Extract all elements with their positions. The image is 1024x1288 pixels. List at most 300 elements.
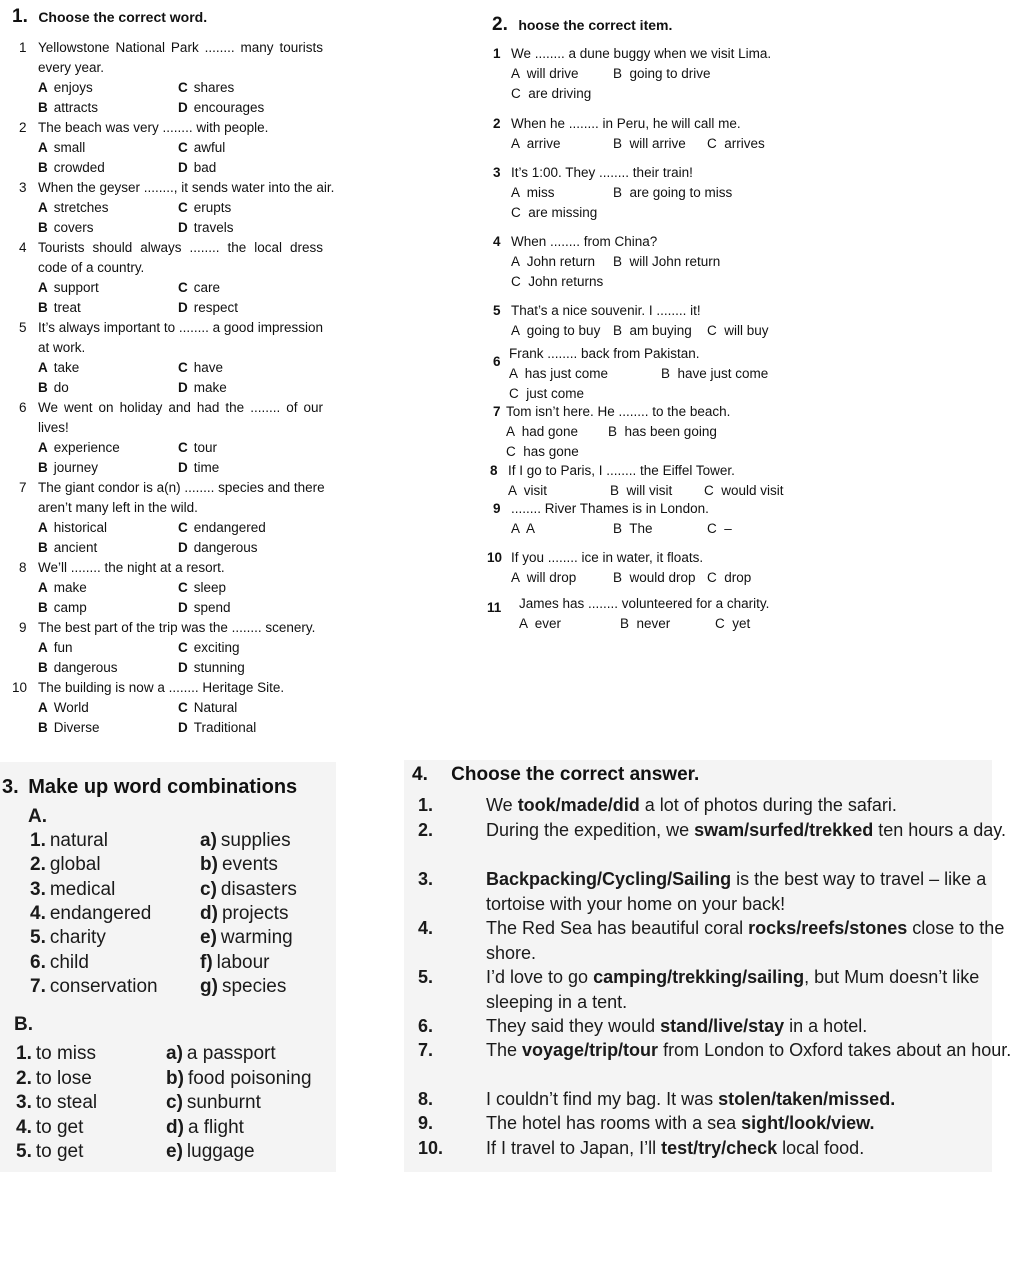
item-word: charity [49,927,106,949]
answer-option: C yet [715,616,751,631]
option-letter: A [38,440,48,455]
option-letter: D [178,380,188,395]
option-text: crowded [53,160,105,175]
answer-option [178,100,264,115]
item-word: projects [221,902,289,924]
option-letter: C [178,80,188,95]
item-letter: g) [200,975,218,997]
question-number: 4. [418,918,434,938]
item-letter: d) [166,1116,184,1138]
question-text: Tourists should always ........ the local dress [38,240,323,255]
option-text: spend [193,600,231,615]
combo-right-item [200,927,293,949]
option-text: camp [53,600,87,615]
option-letter: C [178,200,188,215]
combo-right-item [166,1068,312,1090]
answer-option: A miss [511,185,555,200]
question-text: It’s always important to ........ a good impression [38,320,323,335]
option-text: respect [193,300,239,315]
item-word: food poisoning [187,1067,312,1089]
item-letter: e) [166,1141,183,1162]
answer-option [38,200,109,215]
question-text: James has ........ volunteered for a charity. [519,596,770,611]
question-text: code of a country. [38,260,145,275]
answer-option [178,720,256,735]
sentence-start: They said they would [486,1016,661,1036]
sentence [418,793,1014,818]
question-text: The building is now a ........ Heritage Site. [38,680,285,695]
sentence-end: ten hours a day. [873,820,1006,840]
answer-option [38,640,73,655]
section-4-title: Choose the correct answer. [451,764,700,785]
answer-option: B will visit [610,483,673,498]
answer-option [38,600,87,615]
question-text: The beach was very ........ with people. [38,120,269,135]
combo-right-item [200,830,291,852]
combo-right-item [200,854,278,876]
answer-option: A arrive [511,136,561,151]
question-text: at work. [38,340,86,355]
item-number: 4. [16,1116,32,1138]
question-number: 4 [493,234,501,249]
option-text: shares [193,80,235,95]
answer-option [178,520,266,535]
item-word: global [49,854,101,876]
combo-left-item [30,976,158,998]
option-text: make [53,580,87,595]
question-number: 9 [493,501,501,516]
answer-option: C will buy [707,323,769,338]
item-word: luggage [186,1141,255,1162]
answer-option [178,140,225,155]
question-text: The best part of the trip was the ........ scenery. [38,620,316,635]
option-text: tour [193,440,218,455]
option-letter: A [38,360,48,375]
combo-left-item [30,903,151,925]
answer-option: B have just come [661,366,769,381]
option-text: dangerous [193,540,258,555]
question-text: When the geyser ........, it sends water into the air. [38,180,335,195]
question-number: 7 [19,480,27,495]
combo-left-item [16,1068,92,1090]
answer-option [178,280,220,295]
item-number: 3. [30,878,46,900]
item-number: 5. [16,1141,32,1162]
answer-choices: voyage/trip/tour [522,1040,659,1060]
item-word: to miss [35,1043,97,1064]
sentence [418,1136,1014,1161]
question-text: It’s 1:00. They ........ their train! [511,165,693,180]
option-text: endangered [193,520,266,535]
answer-choices: swam/surfed/trekked [694,820,874,840]
answer-option: B has been going [608,424,717,439]
sentence-start: I couldn’t find my bag. It was [486,1089,719,1109]
section-1-header [12,6,207,28]
option-letter: A [38,200,48,215]
question-text: That’s a nice souvenir. I ........ it! [511,303,701,318]
answer-option [178,360,223,375]
answer-option [38,520,107,535]
answer-option [38,660,118,675]
answer-option: A will drop [511,570,577,585]
option-letter: C [178,640,188,655]
answer-option [38,460,98,475]
answer-option [178,660,245,675]
combo-left-item [30,830,108,852]
item-word: to get [35,1141,84,1162]
question-number: 2 [19,120,27,135]
section-2-header [492,14,672,36]
answer-option: B would drop [613,570,696,585]
question-number: 9. [418,1113,434,1133]
option-letter: B [38,460,48,475]
answer-option: A John return [511,254,596,269]
combo-right-item [166,1117,244,1139]
option-letter: A [38,520,48,535]
sentence-end: is the best way to travel – like a tortoise with your home on your back! [486,869,987,914]
question-number: 4 [19,240,27,255]
item-number: 7. [30,975,46,997]
option-letter: A [38,700,48,715]
question-number: 9 [19,620,27,635]
sentence-start: The hotel has rooms with a sea [486,1113,742,1133]
sentence-end: a lot of photos during the safari. [639,795,897,815]
question-number: 7 [493,404,501,419]
answer-option [178,580,226,595]
option-text: take [53,360,80,375]
option-letter: B [38,720,48,735]
option-letter: A [38,580,48,595]
answer-choices: stand/live/stay [660,1016,785,1036]
question-text: Frank ........ back from Pakistan. [509,346,700,361]
answer-option [38,360,79,375]
question-number: 8 [490,463,498,478]
question-number: 10. [418,1138,444,1158]
question-text: aren’t many left in the wild. [38,500,198,515]
answer-option: A A [511,521,536,536]
answer-option [38,580,87,595]
answer-option: C are driving [511,86,592,101]
option-text: have [193,360,224,375]
question-number: 5 [493,303,501,318]
combo-left-item [16,1043,96,1065]
question-text: We went on holiday and had the ........ of our [38,400,323,415]
option-text: Diverse [53,720,100,735]
question-number: 11 [487,600,502,615]
question-number: 3 [493,165,501,180]
question-text: When ........ from China? [511,234,658,249]
sentence [418,1014,1014,1039]
answer-choices: test/try/check [661,1138,778,1158]
answer-option: A going to buy [511,323,601,338]
item-number: 6. [30,951,46,973]
answer-option [178,460,219,475]
item-letter: a) [166,1043,183,1064]
option-text: stretches [53,200,109,215]
option-text: sleep [193,580,227,595]
answer-option [178,440,217,455]
option-text: exciting [193,640,240,655]
question-number: 6. [418,1016,434,1036]
option-text: stunning [193,660,245,675]
item-word: a flight [187,1116,244,1138]
section-4-number: 4. [412,764,428,785]
sentence-end: from London to Oxford takes about an hour. [658,1040,1012,1060]
sentence [418,1038,1014,1063]
question-number: 8 [19,560,27,575]
item-letter: b) [200,854,218,876]
answer-choices: took/made/did [517,795,640,815]
option-letter: C [178,580,188,595]
sentence-end: in a hotel. [784,1016,868,1036]
question-number: 1. [418,795,434,815]
answer-option: C John returns [511,274,604,289]
option-letter: D [178,460,188,475]
option-letter: A [38,140,48,155]
option-text: awful [193,140,226,155]
answer-option: C arrives [707,136,765,151]
option-letter: C [178,280,188,295]
item-word: species [221,975,287,997]
combo-right-item [200,879,297,901]
answer-option: B will arrive [613,136,686,151]
answer-option: A has just come [509,366,609,381]
sentence-end: local food. [777,1138,865,1158]
item-number: 5. [30,927,46,949]
answer-option [178,80,234,95]
answer-option: C just come [509,386,585,401]
option-letter: D [178,660,188,675]
item-word: child [49,951,89,973]
item-number: 1. [16,1043,32,1064]
combo-right-item [200,903,288,925]
item-number: 4. [30,902,46,924]
option-letter: D [178,220,188,235]
section-3-header [2,776,297,799]
combo-left-item [30,952,89,974]
answer-option: A ever [519,616,562,631]
item-word: to lose [35,1067,92,1089]
section-3-part-a-label: A. [28,806,47,827]
item-word: warming [220,927,293,949]
option-letter: A [38,640,48,655]
question-text: The giant condor is a(n) ........ species and there [38,480,325,495]
item-word: medical [49,878,116,900]
sentence-end: close to the shore. [486,918,1005,963]
answer-option [178,220,234,235]
item-number: 2. [16,1067,32,1089]
question-text: We ........ a dune buggy when we visit Lima. [511,46,772,61]
option-text: historical [53,520,108,535]
option-letter: C [178,440,188,455]
option-text: Traditional [193,720,257,735]
answer-option [178,600,231,615]
question-number: 5 [19,320,27,335]
question-number: 2. [418,820,434,840]
combo-left-item [16,1117,83,1139]
option-text: time [193,460,220,475]
section-3-part-b-label: B. [14,1014,33,1035]
answer-option: C would visit [704,483,784,498]
question-number: 3. [418,869,434,889]
sentence-start: During the expedition, we [486,820,695,840]
option-letter: A [38,280,48,295]
item-letter: f) [200,951,213,973]
sentence-start: The [486,1040,523,1060]
question-text: If you ........ ice in water, it floats. [511,550,704,565]
answer-option [38,220,94,235]
question-text: lives! [38,420,69,435]
item-letter: c) [200,878,217,900]
answer-option: A will drive [511,66,579,81]
section-1-number: 1. [12,6,28,27]
option-letter: D [178,720,188,735]
option-text: enjoys [53,80,93,95]
answer-option: B going to drive [613,66,711,81]
combo-right-item [166,1141,255,1163]
item-word: sunburnt [186,1092,261,1113]
answer-option [38,540,97,555]
answer-choices: sight/look/view. [741,1113,875,1133]
question-number: 6 [19,400,27,415]
answer-option: A visit [508,483,548,498]
question-number: 5. [418,967,434,987]
answer-option [178,300,238,315]
option-text: fun [53,640,73,655]
item-letter: e) [200,927,217,949]
option-letter: B [38,540,48,555]
question-text: We’ll ........ the night at a resort. [38,560,225,575]
answer-option: B The [613,521,653,536]
item-word: to get [35,1116,84,1138]
answer-option [38,280,99,295]
section-3-number: 3. [2,776,19,798]
answer-option [178,160,216,175]
option-text: do [53,380,69,395]
answer-option [38,300,81,315]
answer-option [178,200,231,215]
question-text: When he ........ in Peru, he will call me. [511,116,741,131]
section-1-title: Choose the correct word. [38,9,208,25]
answer-option: C – [707,521,732,536]
combo-right-item [166,1092,261,1114]
answer-option [38,440,120,455]
answer-option: C are missing [511,205,598,220]
answer-option [178,700,237,715]
answer-choices: camping/trekking/sailing [593,967,805,987]
question-number: 8. [418,1089,434,1109]
item-word: supplies [220,830,291,851]
item-word: disasters [220,878,297,900]
combo-right-item [200,952,269,974]
option-letter: B [38,160,48,175]
combo-right-item [166,1043,276,1065]
item-word: endangered [49,902,152,924]
option-letter: C [178,360,188,375]
answer-option [178,380,227,395]
option-text: small [53,140,86,155]
combo-left-item [16,1092,97,1114]
question-text: Tom isn’t here. He ........ to the beach. [506,404,731,419]
option-letter: B [38,100,48,115]
option-text: bad [193,160,217,175]
item-word: events [221,854,278,876]
answer-choices: stolen/taken/missed. [718,1089,896,1109]
question-number: 6 [493,354,501,369]
option-text: World [53,700,89,715]
option-letter: D [178,160,188,175]
option-text: covers [53,220,94,235]
option-text: dangerous [53,660,118,675]
question-number: 1 [19,40,27,55]
option-text: attracts [53,100,99,115]
option-letter: B [38,220,48,235]
question-number: 10 [487,550,503,565]
item-letter: d) [200,902,218,924]
sentence [418,916,1014,965]
sentence-start: The Red Sea has beautiful coral [486,918,749,938]
item-word: natural [49,830,108,851]
question-text: ........ River Thames is in London. [511,501,709,516]
option-text: journey [53,460,99,475]
answer-option: B never [620,616,671,631]
sentence [418,965,1014,1014]
answer-option: B am buying [613,323,692,338]
sentence [418,818,1014,843]
option-letter: C [178,700,188,715]
item-letter: b) [166,1067,184,1089]
item-word: labour [216,951,270,973]
option-text: support [53,280,99,295]
option-text: erupts [193,200,232,215]
option-letter: B [38,600,48,615]
section-2-number: 2. [492,14,508,35]
section-4-header [412,764,699,786]
answer-option: B will John return [613,254,721,269]
option-letter: D [178,540,188,555]
combo-left-item [30,854,101,876]
combo-left-item [16,1141,83,1163]
combo-left-item [30,927,106,949]
sentence-start: If I travel to Japan, I’ll [486,1138,662,1158]
option-letter: B [38,300,48,315]
combo-right-item [200,976,286,998]
sentence [418,867,1014,916]
answer-option: C drop [707,570,752,585]
question-text: every year. [38,60,105,75]
sentence [418,1111,1014,1136]
item-word: a passport [186,1043,276,1064]
answer-option [38,100,98,115]
answer-option [38,700,89,715]
answer-option [38,380,69,395]
question-text: Yellowstone National Park ........ many tourists [38,40,323,55]
sentence [418,1087,1014,1112]
option-text: care [193,280,221,295]
answer-option: A had gone [506,424,579,439]
question-number: 3 [19,180,27,195]
item-number: 3. [16,1092,32,1113]
option-letter: B [38,660,48,675]
item-number: 2. [30,854,46,876]
item-number: 1. [30,830,46,851]
option-text: ancient [53,540,98,555]
answer-option: C has gone [506,444,579,459]
question-number: 2 [493,116,501,131]
answer-choices: Backpacking/Cycling/Sailing [486,869,732,889]
option-letter: D [178,300,188,315]
answer-option [38,720,100,735]
